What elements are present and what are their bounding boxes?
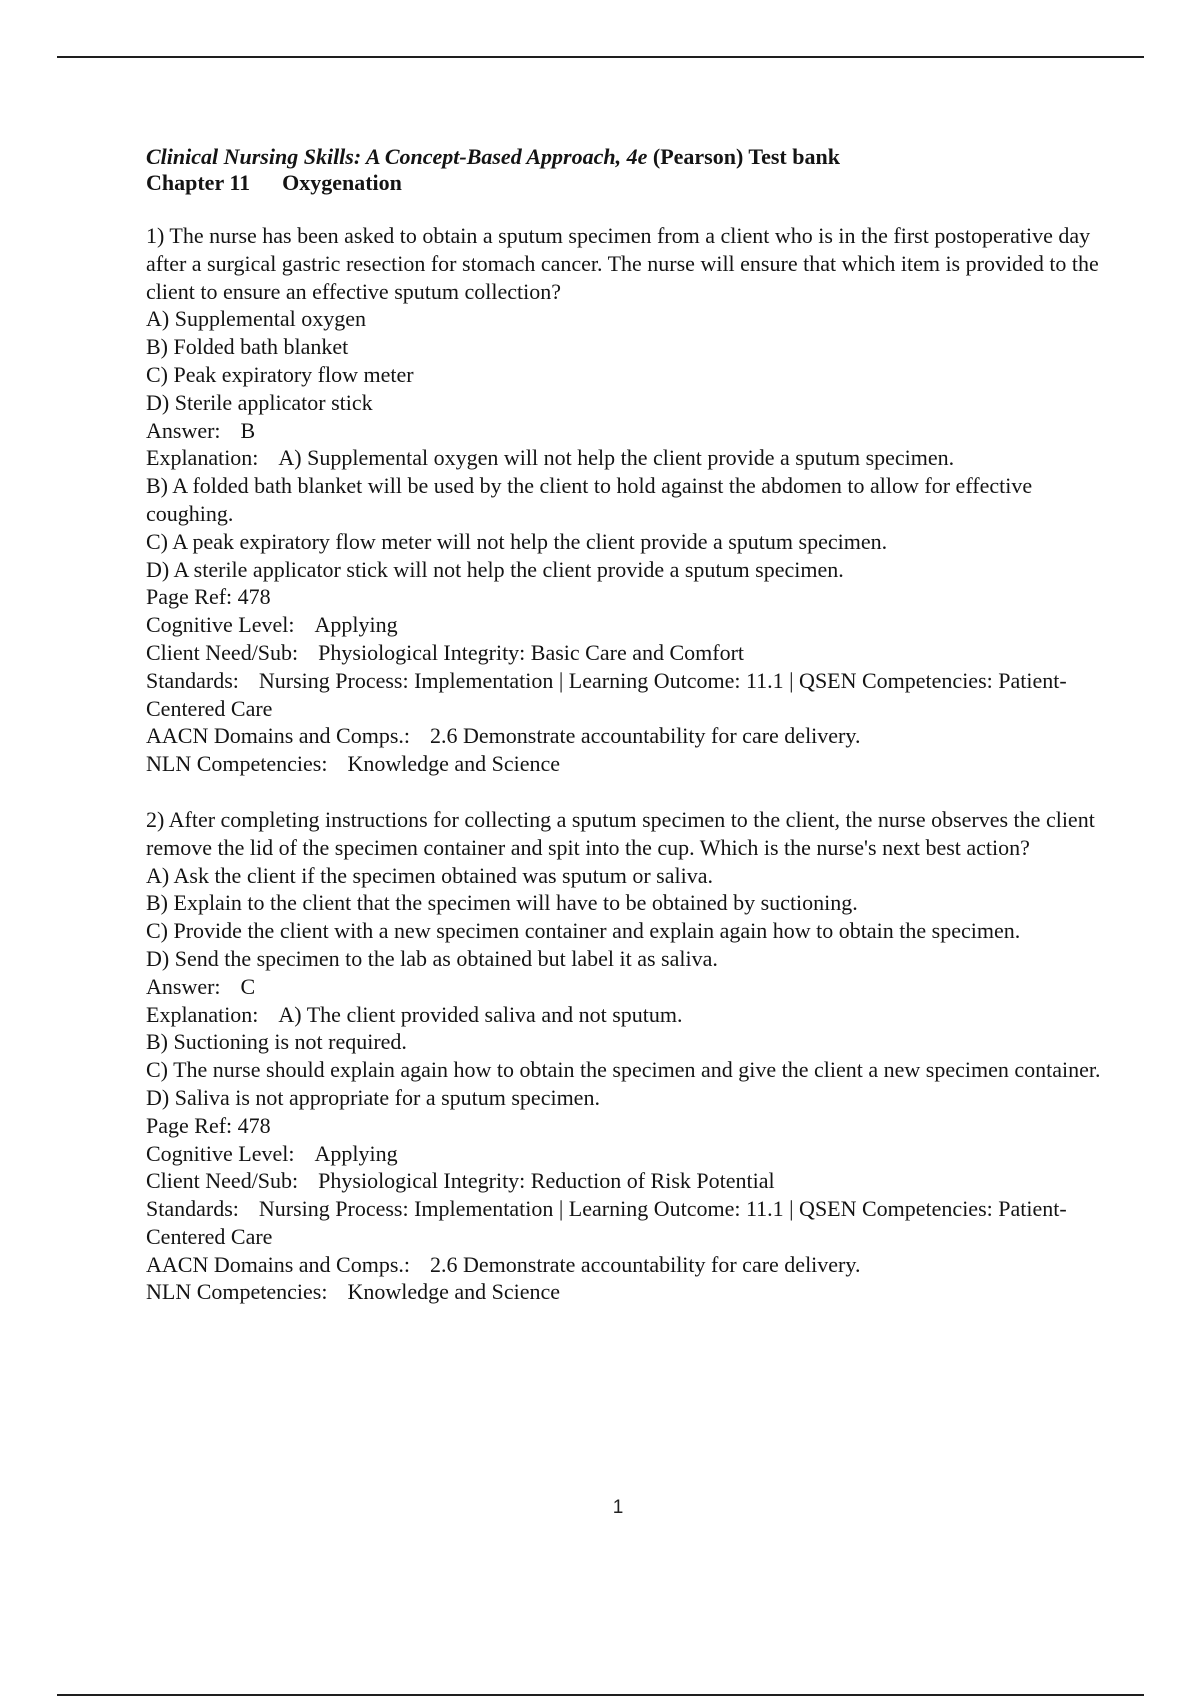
aacn-domains bbox=[146, 722, 1106, 750]
page-reference: Page Ref: 478 bbox=[146, 1112, 271, 1138]
standards-label: Standards: bbox=[146, 1196, 239, 1222]
explanation-item: C) The nurse should explain again how to obtain the specimen and give the client a new specimen container. bbox=[146, 1057, 1101, 1083]
answer-value: B bbox=[240, 417, 256, 443]
cognitive-level bbox=[146, 611, 1106, 639]
nln-label: NLN Competencies: bbox=[146, 751, 328, 777]
nln-competencies bbox=[146, 1278, 1106, 1306]
publisher-suffix: (Pearson) Test bank bbox=[652, 144, 840, 169]
question-block-2 bbox=[146, 806, 1106, 1306]
answer-option-c: C) Provide the client with a new specimen container and explain again how to obtain the specimen. bbox=[146, 918, 1021, 944]
page-reference: Page Ref: 478 bbox=[146, 584, 271, 610]
answer-option-b: B) Folded bath blanket bbox=[146, 334, 349, 360]
answer-option-a: A) Ask the client if the specimen obtained was sputum or saliva. bbox=[146, 862, 713, 888]
nln-value: Knowledge and Science bbox=[347, 751, 561, 777]
cognitive-level-label: Cognitive Level: bbox=[146, 1140, 295, 1166]
standards-value: Nursing Process: Implementation | Learning Outcome: 11.1 | QSEN Competencies: Patient-Centered Care bbox=[146, 667, 1067, 721]
page-number: 1 bbox=[612, 1497, 624, 1518]
answer-option-a: A) Supplemental oxygen bbox=[146, 306, 366, 332]
nln-label: NLN Competencies: bbox=[146, 1279, 328, 1305]
standards-label: Standards: bbox=[146, 667, 239, 693]
explanation-first-line bbox=[146, 1001, 1106, 1029]
answer-label: Answer: bbox=[146, 417, 221, 443]
client-need-value: Physiological Integrity: Basic Care and Comfort bbox=[318, 639, 745, 665]
standards-value: Nursing Process: Implementation | Learning Outcome: 11.1 | QSEN Competencies: Patient-Centered Care bbox=[146, 1196, 1067, 1249]
aacn-label: AACN Domains and Comps.: bbox=[146, 723, 410, 749]
nln-competencies bbox=[146, 750, 1106, 778]
aacn-value: 2.6 Demonstrate accountability for care delivery. bbox=[430, 723, 861, 749]
client-need bbox=[146, 639, 1106, 667]
standards bbox=[146, 667, 1106, 723]
explanation-item: B) Suctioning is not required. bbox=[146, 1029, 407, 1055]
aacn-value: 2.6 Demonstrate accountability for care delivery. bbox=[430, 1251, 861, 1277]
answer-option-b: B) Explain to the client that the specimen will have to be obtained by suctioning. bbox=[146, 890, 858, 916]
cognitive-level-value: Applying bbox=[314, 1140, 398, 1166]
answer-label: Answer: bbox=[146, 973, 221, 999]
correct-answer bbox=[146, 417, 1106, 445]
cognitive-level-label: Cognitive Level: bbox=[146, 612, 295, 638]
document-body bbox=[146, 144, 1106, 1334]
chapter-label: Chapter 11 bbox=[146, 170, 251, 195]
answer-option-c: C) Peak expiratory flow meter bbox=[146, 361, 414, 387]
document-header bbox=[146, 144, 1106, 196]
aacn-label: AACN Domains and Comps.: bbox=[146, 1251, 410, 1277]
explanation-item: A) The client provided saliva and not sputum. bbox=[278, 1001, 683, 1027]
explanation-first-line bbox=[146, 444, 1106, 472]
explanation-item: C) A peak expiratory flow meter will not help the client provide a sputum specimen. bbox=[146, 528, 888, 554]
answer-option-d: D) Send the specimen to the lab as obtained but label it as saliva. bbox=[146, 945, 718, 971]
explanation-label: Explanation: bbox=[146, 1001, 259, 1027]
cognitive-level bbox=[146, 1140, 1106, 1168]
explanation-item: D) Saliva is not appropriate for a sputum specimen. bbox=[146, 1084, 600, 1110]
client-need-label: Client Need/Sub: bbox=[146, 1168, 299, 1194]
answer-option-d: D) Sterile applicator stick bbox=[146, 389, 373, 415]
explanation-label: Explanation: bbox=[146, 445, 259, 471]
client-need-value: Physiological Integrity: Reduction of Risk Potential bbox=[318, 1168, 775, 1194]
client-need-label: Client Need/Sub: bbox=[146, 639, 299, 665]
nln-value: Knowledge and Science bbox=[347, 1279, 561, 1305]
question-stem: 1) The nurse has been asked to obtain a sputum specimen from a client who is in the first postoperative day after a surgical gastric resection for stomach cancer. The nurse will ensure that which item is provided to the client to ensure an effective sputum collection? bbox=[146, 223, 1099, 304]
client-need bbox=[146, 1167, 1106, 1195]
cognitive-level-value: Applying bbox=[314, 612, 398, 638]
top-rule bbox=[57, 56, 1144, 58]
bottom-rule bbox=[57, 1694, 1144, 1696]
correct-answer bbox=[146, 973, 1106, 1001]
question-block-1 bbox=[146, 222, 1106, 778]
explanation-item: D) A sterile applicator stick will not help the client provide a sputum specimen. bbox=[146, 556, 844, 582]
book-title-line bbox=[146, 144, 1106, 170]
book-title: Clinical Nursing Skills: A Concept-Based Approach, 4e bbox=[146, 144, 648, 169]
chapter-title: Oxygenation bbox=[282, 170, 402, 195]
standards bbox=[146, 1195, 1106, 1251]
aacn-domains bbox=[146, 1251, 1106, 1279]
chapter-heading bbox=[146, 170, 1106, 196]
question-stem: 2) After completing instructions for collecting a sputum specimen to the client, the nurse observes the client remove the lid of the specimen container and spit into the cup. Which is the nurse's next best action? bbox=[146, 806, 1095, 860]
explanation-item: B) A folded bath blanket will be used by the client to hold against the abdomen to allow for effective coughing. bbox=[146, 473, 1033, 526]
answer-value: C bbox=[240, 973, 256, 999]
explanation-item: A) Supplemental oxygen will not help the client provide a sputum specimen. bbox=[278, 445, 955, 471]
